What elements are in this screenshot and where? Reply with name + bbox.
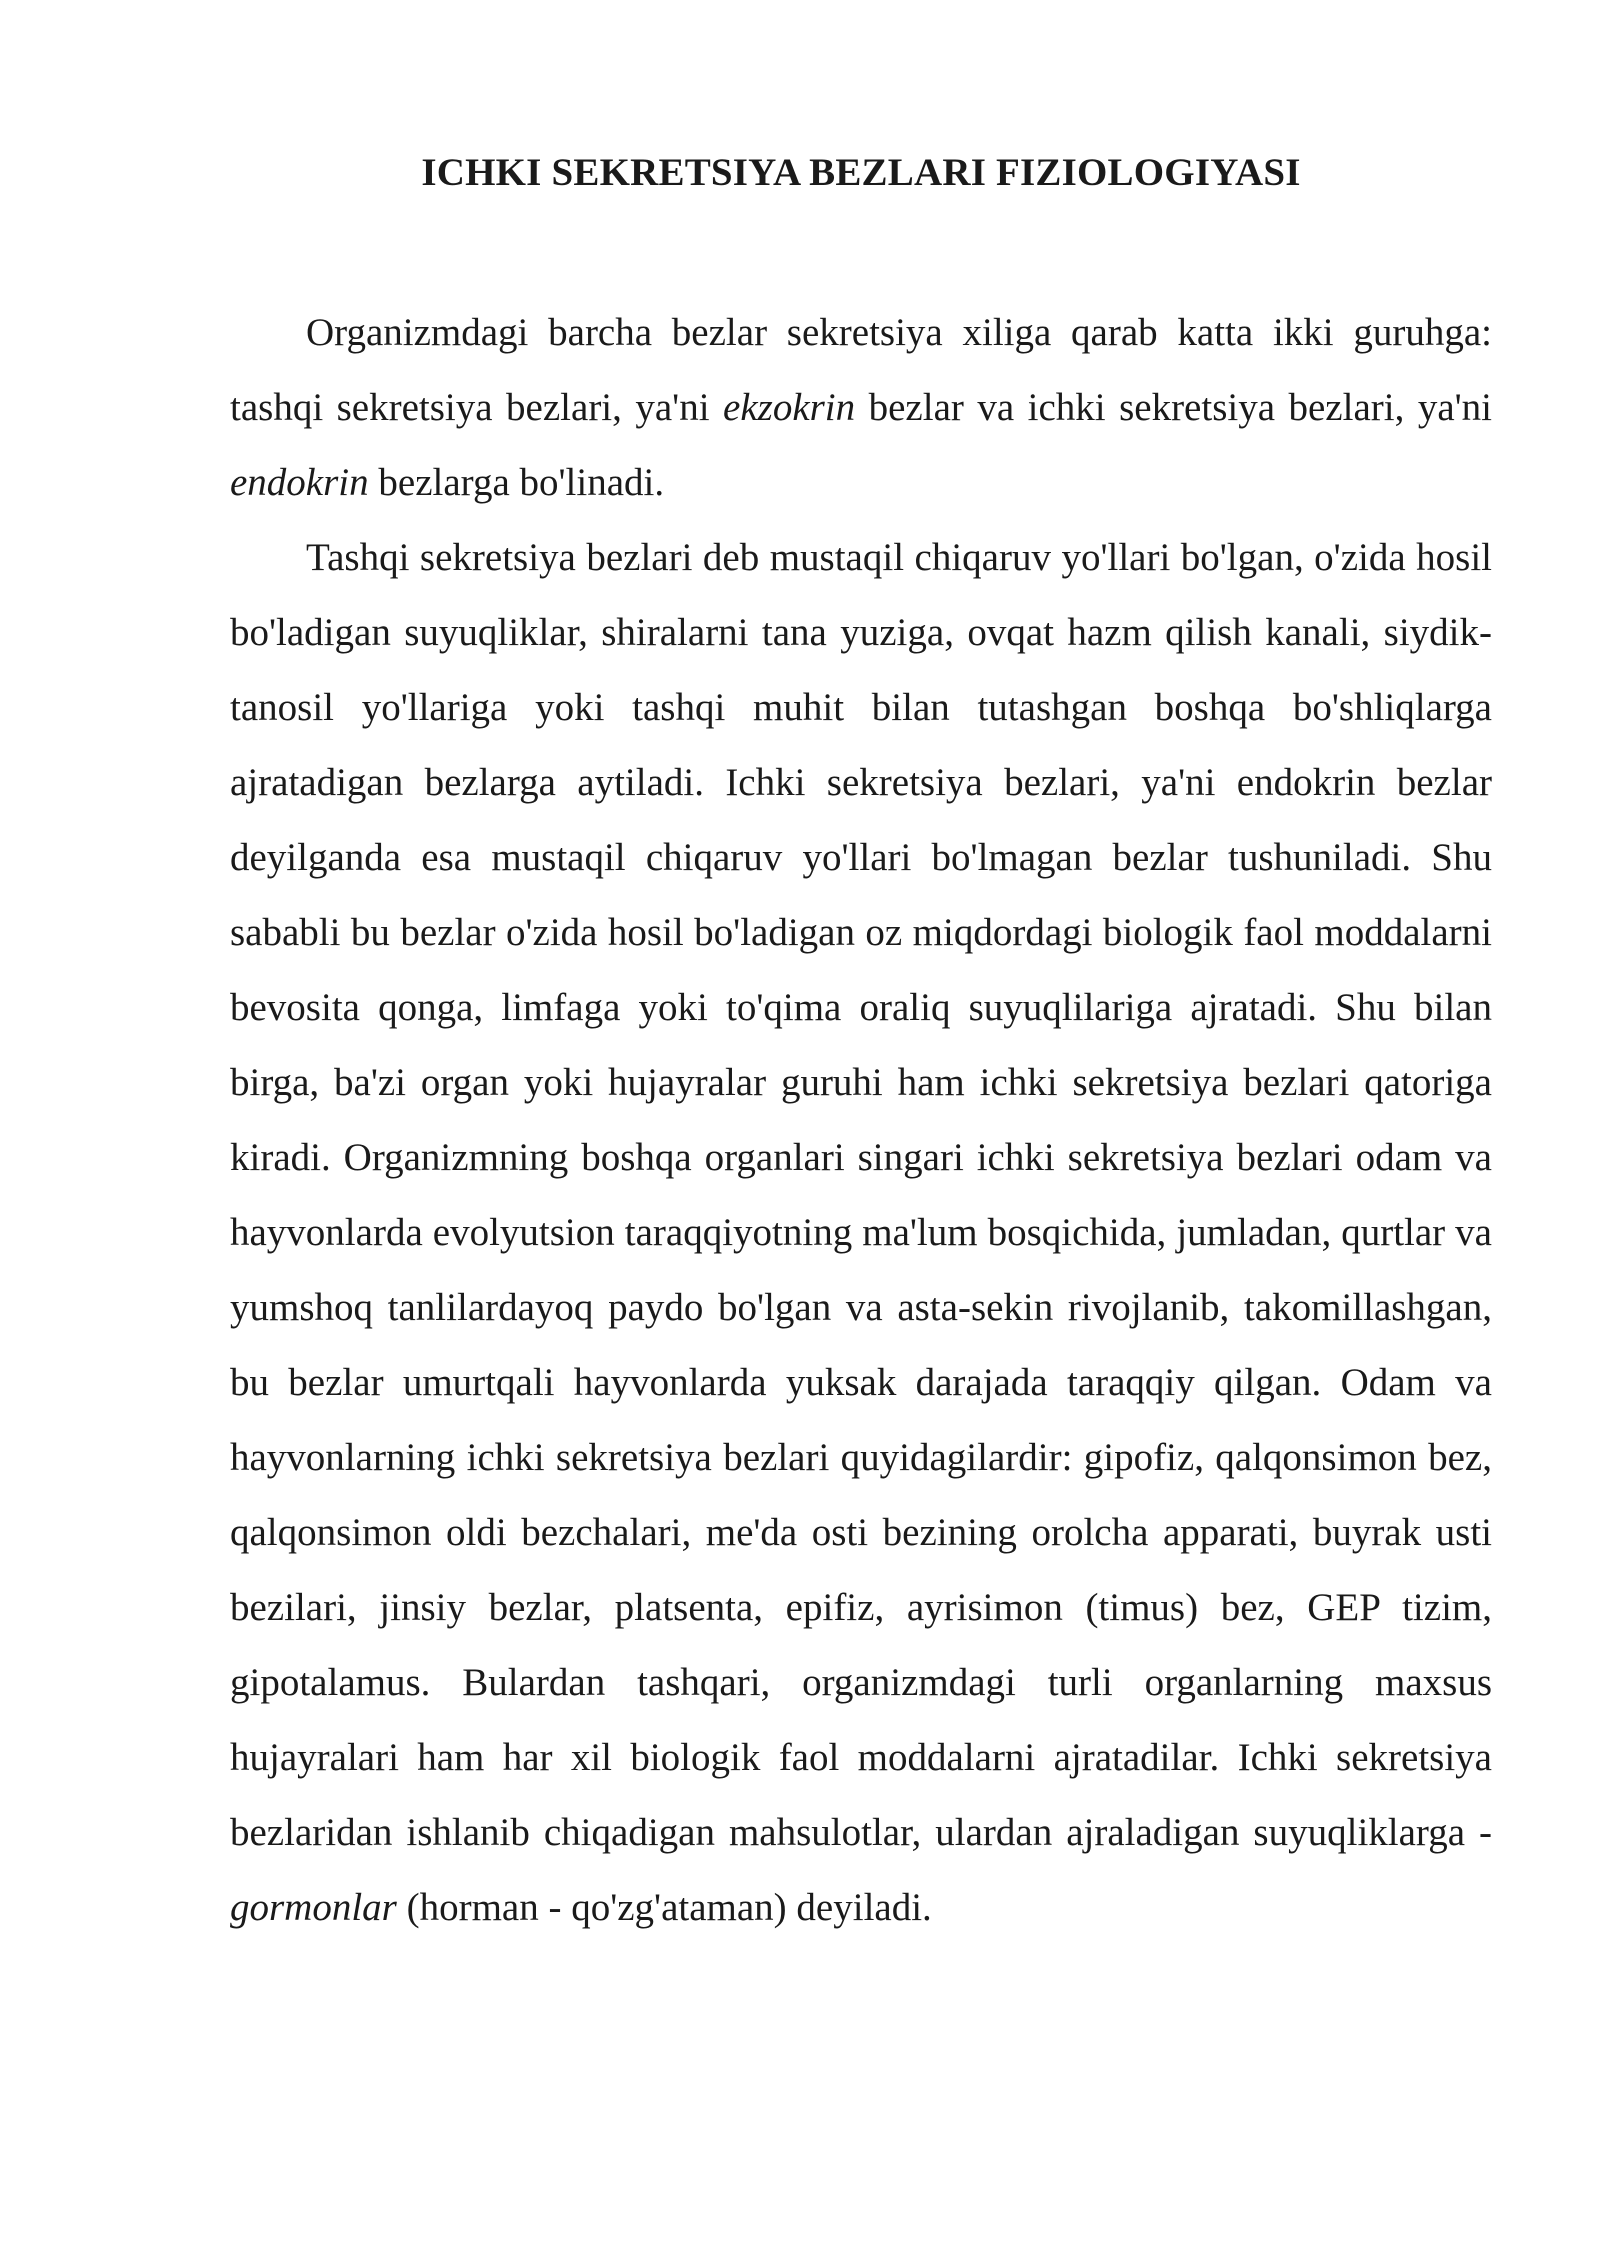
text-run: Tashqi sekretsiya bezlari deb mustaqil chiqaruv yo'llari bo'lgan, o'zida hosil bo'ladigan suyuqliklar, shiralarni tana yuziga, ovqat hazm qilish kanali, siydik-tanosil yo'llariga yoki tashqi muhit bilan tutashgan boshqa bo'shliqlarga ajratadigan bezlarga aytiladi. Ichki sekretsiya bezlari, ya'ni endokrin bezlar deyilganda esa mustaqil chiqaruv yo'llari bo'lmagan bezlar tushuniladi. Shu sababli bu bezlar o'zida hosil bo'ladigan oz miqdordagi biologik faol moddalarni bevosita qonga, limfaga yoki to'qima oraliq suyuqlilariga ajratadi. Shu bilan birga, ba'zi organ yoki hujayralar guruhi ham ichki sekretsiya bezlari qatoriga kiradi. Organizmning boshqa organlari singari ichki sekretsiya bezlari odam va hayvonlarda evolyutsion taraqqiyotning ma'lum bosqichida, jumladan, qurtlar va yumshoq tanlilardayoq paydo bo'lgan va asta-sekin rivojlanib, takomillashgan, bu bezlar umurtqali hayvonlarda yuksak darajada taraqqiy qilgan. Odam va hayvonlarning ichki sekretsiya bezlari quyidagilardir: gipofiz, qalqonsimon bez, qalqonsimon oldi bezchalari, me'da osti bezining orolcha apparati, buyrak usti bezilari, jinsiy bezlar, platsenta, epifiz, ayrisimon (timus) bez, GEP tizim, gipotalamus. Bulardan tashqari, organizmdagi turli organlarning maxsus hujayralari ham har xil biologik faol moddalarni ajratadilar. Ichki sekretsiya bezlaridan ishlanib chiqadigan mahsulotlar, ulardan ajraladigan suyuqliklarga - — [230, 536, 1492, 1854]
document-title: ICHKI SEKRETSIYA BEZLARI FIZIOLOGIYASI — [421, 151, 1301, 194]
paragraph-1 — [230, 295, 1492, 520]
italic-term-endokrin: endokrin — [230, 461, 369, 504]
document-page — [230, 150, 1492, 1945]
text-run: bezlarga bo'linadi. — [368, 461, 665, 504]
italic-term-ekzokrin: ekzokrin — [723, 386, 856, 429]
paragraph-2 — [230, 520, 1492, 1945]
text-run: (horman - qo'zg'ataman) deyiladi. — [396, 1886, 932, 1929]
text-run: Organizmdagi barcha bezlar sekretsiya xiliga qarab katta ikki guruhga: tashqi sekretsiya bezlari, ya'ni — [230, 311, 1492, 429]
text-run: bezlar va ichki sekretsiya bezlari, ya'ni — [855, 386, 1492, 429]
italic-term-gormonlar: gormonlar — [230, 1886, 397, 1929]
